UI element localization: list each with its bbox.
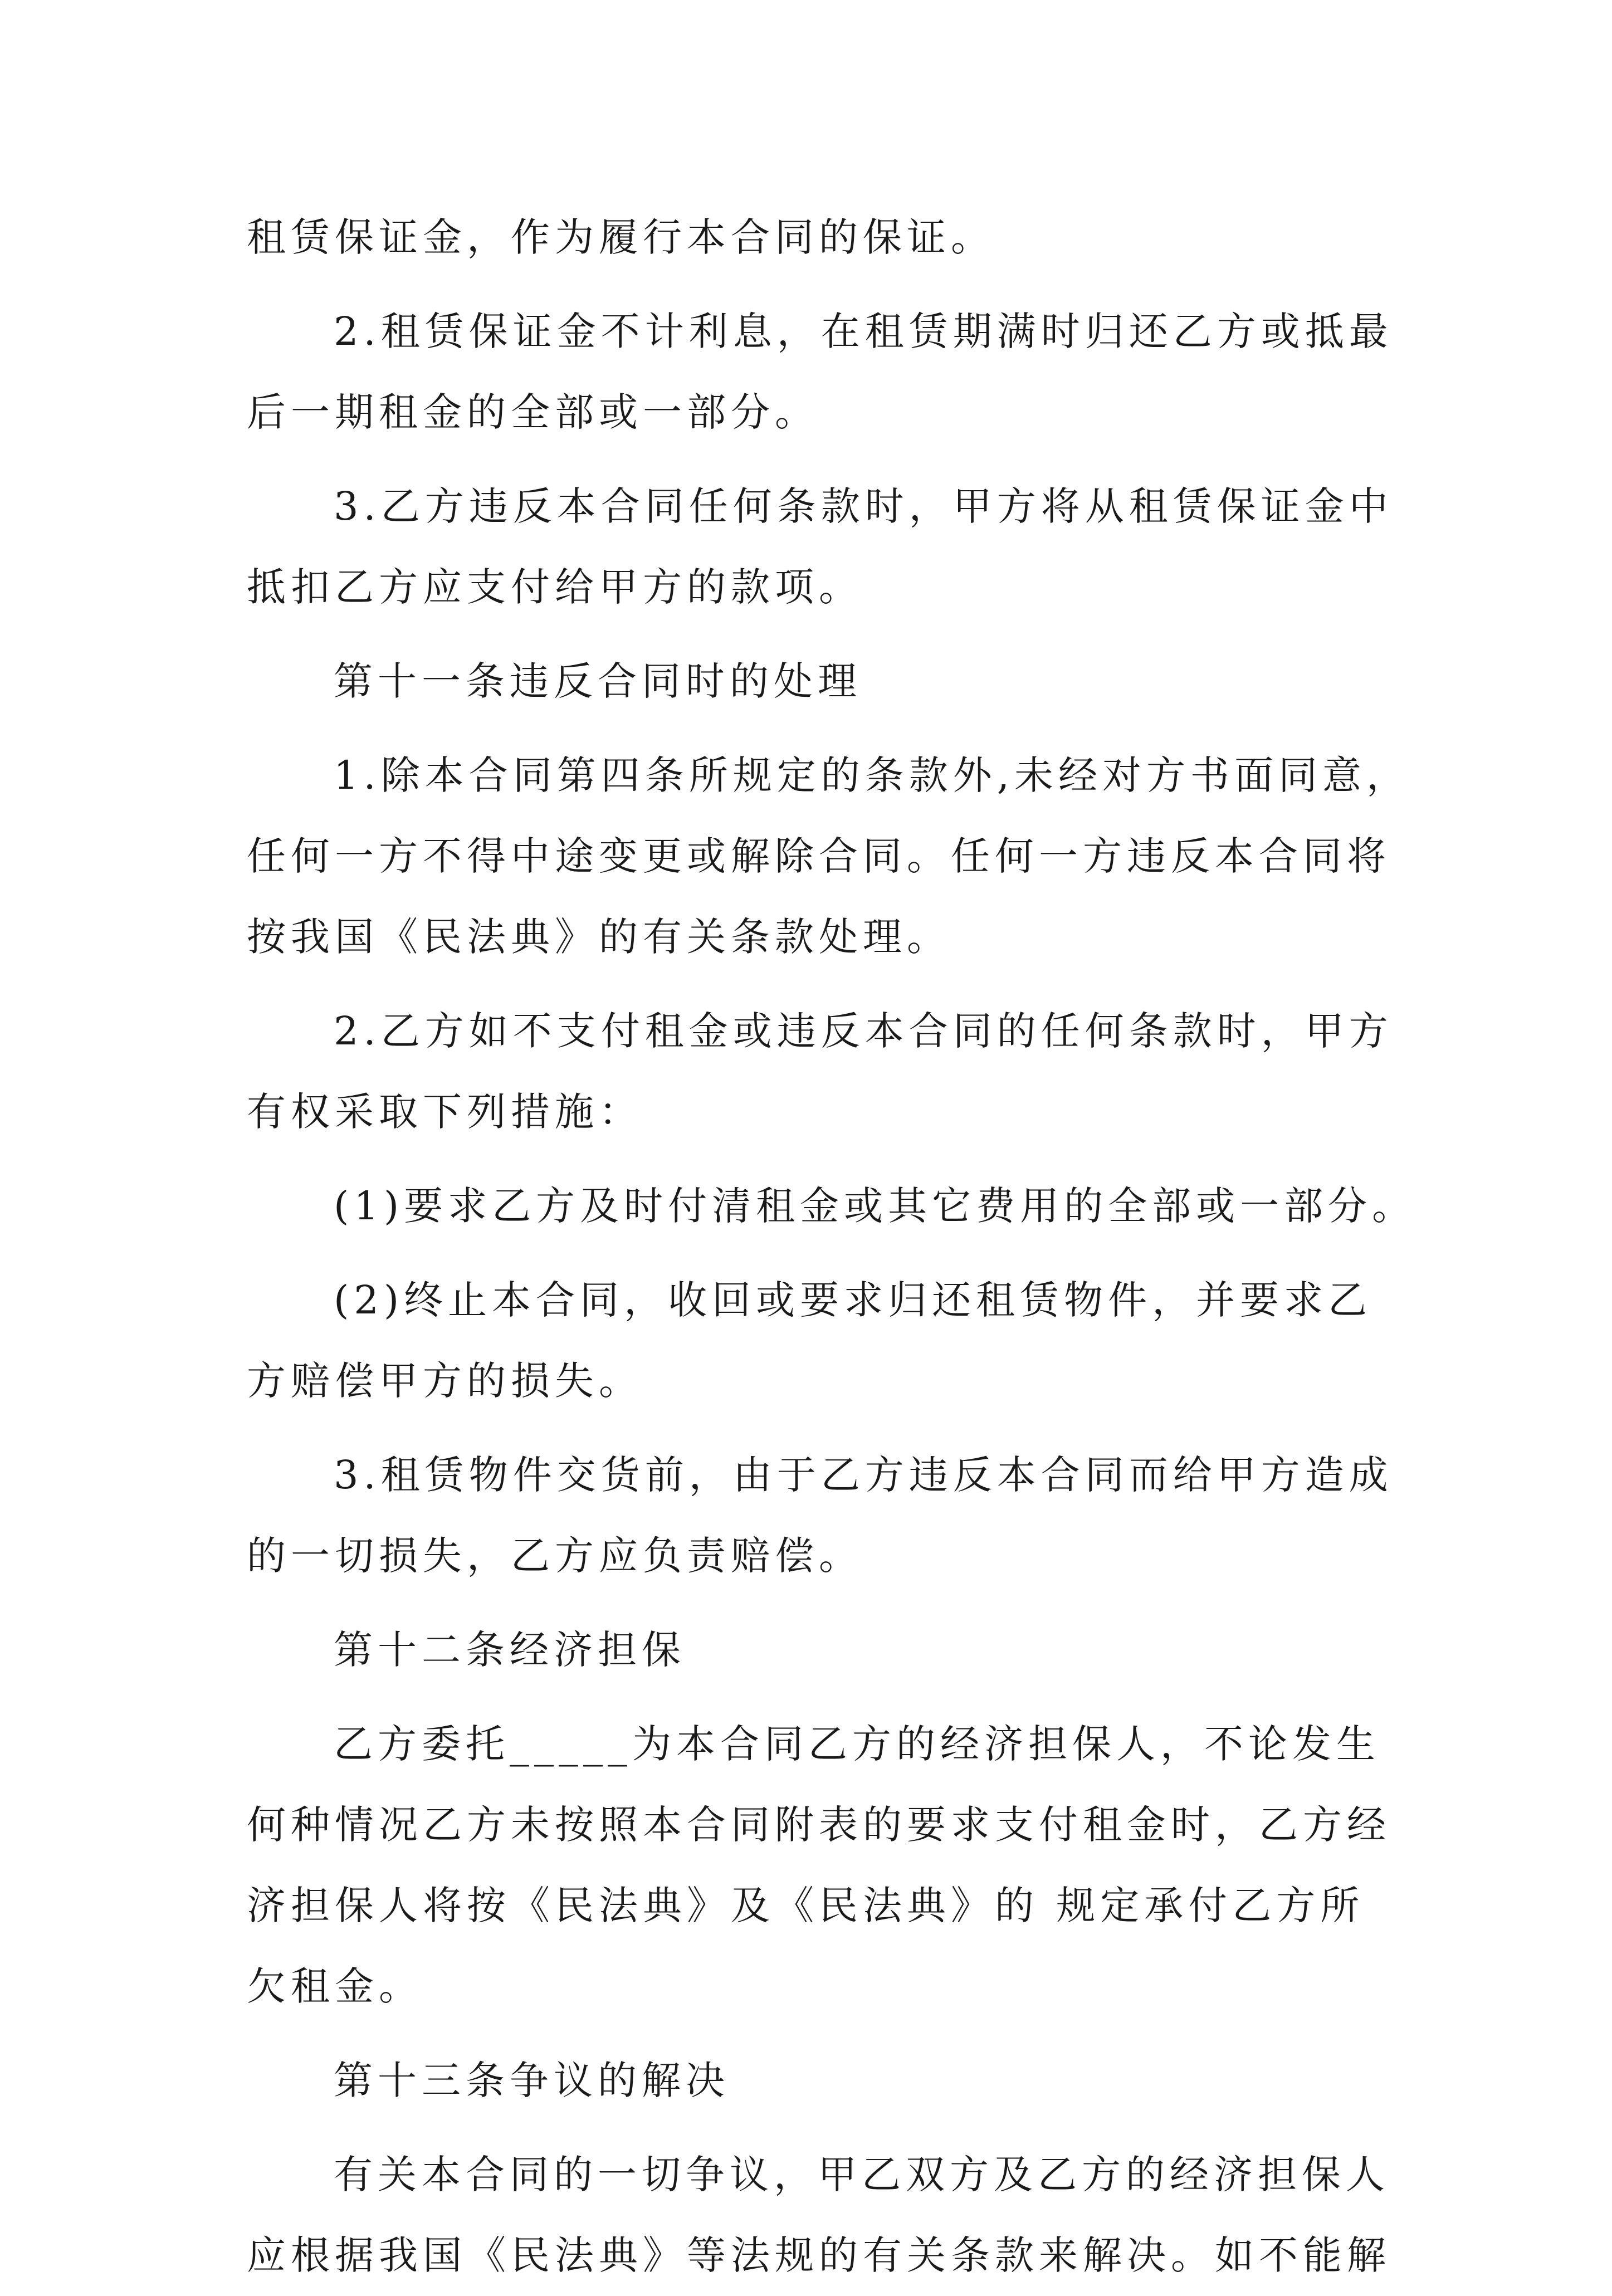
paragraph-line: 抵扣乙方应支付给甲方的款项。	[247, 564, 863, 610]
section-heading: 第十二条经济担保	[334, 1627, 686, 1673]
paragraph-line: 有权采取下列措施：	[247, 1089, 643, 1135]
paragraph-line: 3.乙方违反本合同任何条款时，甲方将从租赁保证金中	[334, 483, 1393, 529]
paragraph-line: 欠租金。	[247, 1963, 423, 2009]
paragraph-line: 方赔偿甲方的损失。	[247, 1358, 643, 1404]
paragraph-line: 按我国《民法典》的有关条款处理。	[247, 914, 951, 960]
paragraph-line: 3.租赁物件交货前，由于乙方违反本合同而给甲方造成	[334, 1452, 1393, 1498]
paragraph-line: 2.乙方如不支付租金或违反本合同的任何条款时，甲方	[334, 1008, 1393, 1054]
section-heading: 第十一条违反合同时的处理	[334, 658, 862, 704]
paragraph-line: 任何一方不得中途变更或解除合同。任何一方违反本合同将	[247, 833, 1391, 879]
paragraph-line: 乙方委托_____为本合同乙方的经济担保人，不论发生	[334, 1721, 1380, 1767]
paragraph-line: 2.租赁保证金不计利息，在租赁期满时归还乙方或抵最	[334, 309, 1393, 354]
paragraph-line: 应根据我国《民法典》等法规的有关条款来解决。如不能解	[247, 2233, 1391, 2278]
paragraph-line: 的一切损失，乙方应负责赔偿。	[247, 1533, 863, 1579]
paragraph-line: (2)终止本合同，收回或要求归还租赁物件，并要求乙	[334, 1277, 1372, 1323]
paragraph-line: 有关本合同的一切争议，甲乙双方及乙方的经济担保人	[334, 2152, 1390, 2197]
paragraph-line: 何种情况乙方未按照本合同附表的要求支付租金时，乙方经	[247, 1802, 1391, 1848]
paragraph-line: 后一期租金的全部或一部分。	[247, 389, 819, 435]
paragraph-line: 租赁保证金，作为履行本合同的保证。	[247, 214, 995, 260]
contract-body	[247, 197, 1416, 2296]
paragraph-line: 济担保人将按《民法典》及《民法典》的 规定承付乙方所	[247, 1883, 1365, 1928]
paragraph-line: 1.除本合同第四条所规定的条款外,未经对方书面同意，	[334, 753, 1411, 798]
section-heading: 第十三条争议的解决	[334, 2058, 730, 2103]
paragraph-line: (1)要求乙方及时付清租金或其它费用的全部或一部分。	[334, 1183, 1416, 1229]
